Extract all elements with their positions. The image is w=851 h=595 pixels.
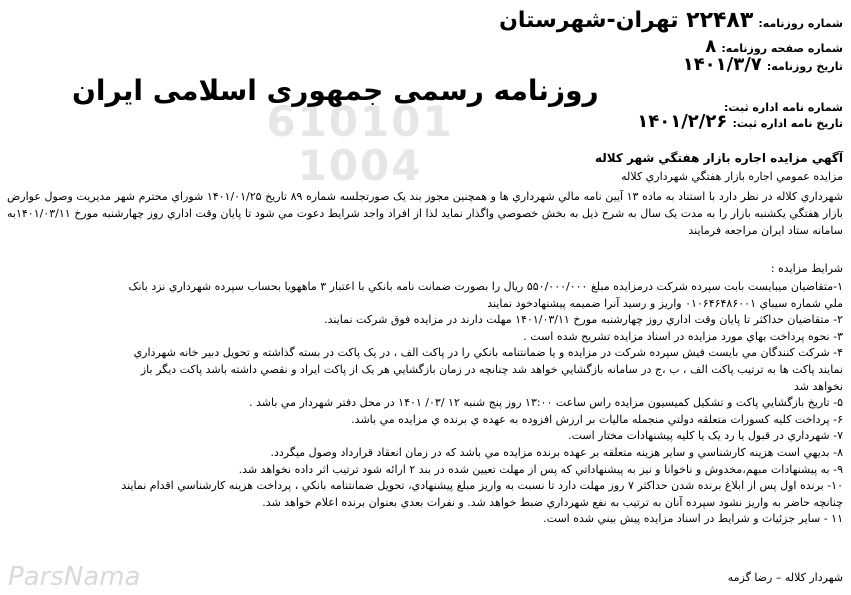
registration-date-row bbox=[637, 111, 843, 132]
condition-line: ۷- شهرداري در قبول يا رد يک يا كليه پيشنهادات مختار است. bbox=[568, 429, 843, 443]
condition-line: ۵- تاريخ بازگشايي پاكت و تشكيل كميسيون مزايده راس ساعت ۱۳:۰۰ روز پنج شنبه ۱۲ /۰۳/ ۱۴۰۱ در محل دفتر شهردار مي باشد . bbox=[249, 396, 843, 410]
registration-date-value: ۱۴۰۱/۲/۲۶ bbox=[637, 111, 728, 132]
signature: شهردار كلاله – رضا گزمه bbox=[727, 571, 843, 584]
watermark-stamp: 610101 1004 bbox=[266, 97, 454, 191]
condition-line: ۳- نحوه پرداخت بهاي مورد مزايده در اسناد مزايده تشريح شده است . bbox=[523, 329, 843, 343]
official-gazette-title: روزنامه رسمی جمهوری اسلامی ایران bbox=[72, 74, 599, 107]
condition-line: نخواهد شد bbox=[794, 379, 843, 393]
registration-number-label: شماره نامه اداره ثبت: bbox=[723, 101, 843, 114]
ad-intro-paragraph: شهرداري كلاله در نظر دارد با استناد به ماده ۱۳ آيين نامه مالي شهرداري ها و همچنين مجوز بند يک صورتجلسه شماره ۸۹ تاريخ ۱۴۰۱/۰۱/۲۵ شوراي محترم شهر مديريت وصول عوارض بازار هفتگي يكشنبه بازار را به مدت يک سال به شرح ذيل به بخش خصوصي واگذار نمايد لذا از افراد واجد شرايط دعوت مي شود تا پايان وقت اداري روز چهارشنبه مورخ ۱۴۰۱/۰۳/۱۱به سامانه ستاد ايران مراجعه فرمايند bbox=[7, 190, 843, 237]
condition-line: ۶- پرداخت كليه كسورات متعلقه دولتي منجمله ماليات بر ارزش افزوده به عهده ي برنده ي مزايده مي باشد. bbox=[351, 412, 843, 426]
condition-line: نمايند پاكت ها به ترتيب پاكت الف ، ب ،ج در سامانه بازگشايي خواهد شد چنانچه در زمان بازگشايي هر يک از پاكت ايراد و نقصي داشته باشد پاكت ديگر باز bbox=[140, 362, 843, 376]
condition-line: چنانچه حاضر به واريز نشود سپرده آنان به ترتيب به نفع شهرداري ضبط خواهد شد. و نفرات بعدي بعنوان برنده اعلام خواهد شد. bbox=[262, 495, 843, 509]
paper-date-value: ۱۴۰۱/۳/۷ bbox=[682, 54, 762, 75]
condition-line: ۲- متقاضيان حداكثر تا پايان وقت اداري روز چهارشنبه مورخ ۱۴۰۱/۰۳/۱۱ مهلت دارند در مزايده فوق شركت نمايند. bbox=[324, 313, 843, 327]
ad-title: آگهي مزايده اجاره بازار هفتگي شهر كلاله bbox=[595, 151, 843, 165]
condition-line: ۱۱ - ساير جزئيات و شرايط در اسناد مزايده پيش بيني شده است. bbox=[543, 512, 843, 526]
page-number-value: ۸ bbox=[705, 36, 717, 57]
condition-line: ۴- شركت كنندگان مي بايست فيش سپرده شركت در مزايده و يا ضمانتنامه بانكي را در پاكت الف ، در يک پاكت در بسته گذاشته و تحويل دبير خانه شهرداري bbox=[133, 346, 843, 360]
conditions-list bbox=[7, 279, 843, 528]
page-number-label: شماره صفحه روزنامه: bbox=[721, 42, 843, 55]
paper-date-label: تاریخ روزنامه: bbox=[766, 60, 843, 73]
daily-number-row bbox=[499, 8, 843, 33]
paper-date-row bbox=[683, 54, 843, 75]
condition-line: ۱۰- برنده اول پس از ابلاغ برنده شدن حداكثر ۷ روز مهلت دارد تا نسبت به واريز مبلغ پيشنهادي، تحويل ضمانتنامه بانكي ، پرداخت هزينه كارشناسي اقدام نمايند bbox=[121, 479, 843, 493]
condition-line: ۸- بديهي است هزينه كارشناسي و ساير هزينه متعلقه بر عهده برنده مزايده مي باشد كه در زمان انعقاد قرارداد وصول ميگردد. bbox=[270, 445, 843, 459]
watermark-logo: ParsNama bbox=[8, 562, 141, 592]
daily-number-value: ۲۲۴۸۳ تهران-شهرستان bbox=[499, 8, 754, 33]
condition-line: ۱-متقاضيان ميبايست بابت سپرده شركت درمزايده مبلغ ۵۵۰/۰۰۰/۰۰۰ ريال را بصورت ضمانت نامه بانكي با اعتبار ۳ ماههويا بحساب سپرده شهرداري نزد بانک bbox=[128, 280, 843, 293]
condition-line: ملي شماره سيباي ۰۱۰۶۴۶۴۸۶۰۰۱ واريز و رسيد آنرا ضميمه پيشنهادخود نمايند bbox=[487, 296, 843, 310]
ad-subtitle: مزايده عمومي اجاره بازار هفتگي شهرداري كلاله bbox=[621, 170, 843, 183]
condition-line: ۹- به پيشنهادات مبهم،مخدوش و ناخوانا و نيز به پيشنهاداتي كه پس از مهلت تعيين شده در بند ۲ ارائه شود ترتيب اثر داده نخواهد شد. bbox=[238, 462, 843, 476]
registration-date-label: تاریخ نامه اداره ثبت: bbox=[732, 117, 843, 130]
daily-number-label: شماره روزنامه: bbox=[758, 17, 843, 30]
conditions-heading: شرايط مزايده : bbox=[770, 262, 843, 275]
